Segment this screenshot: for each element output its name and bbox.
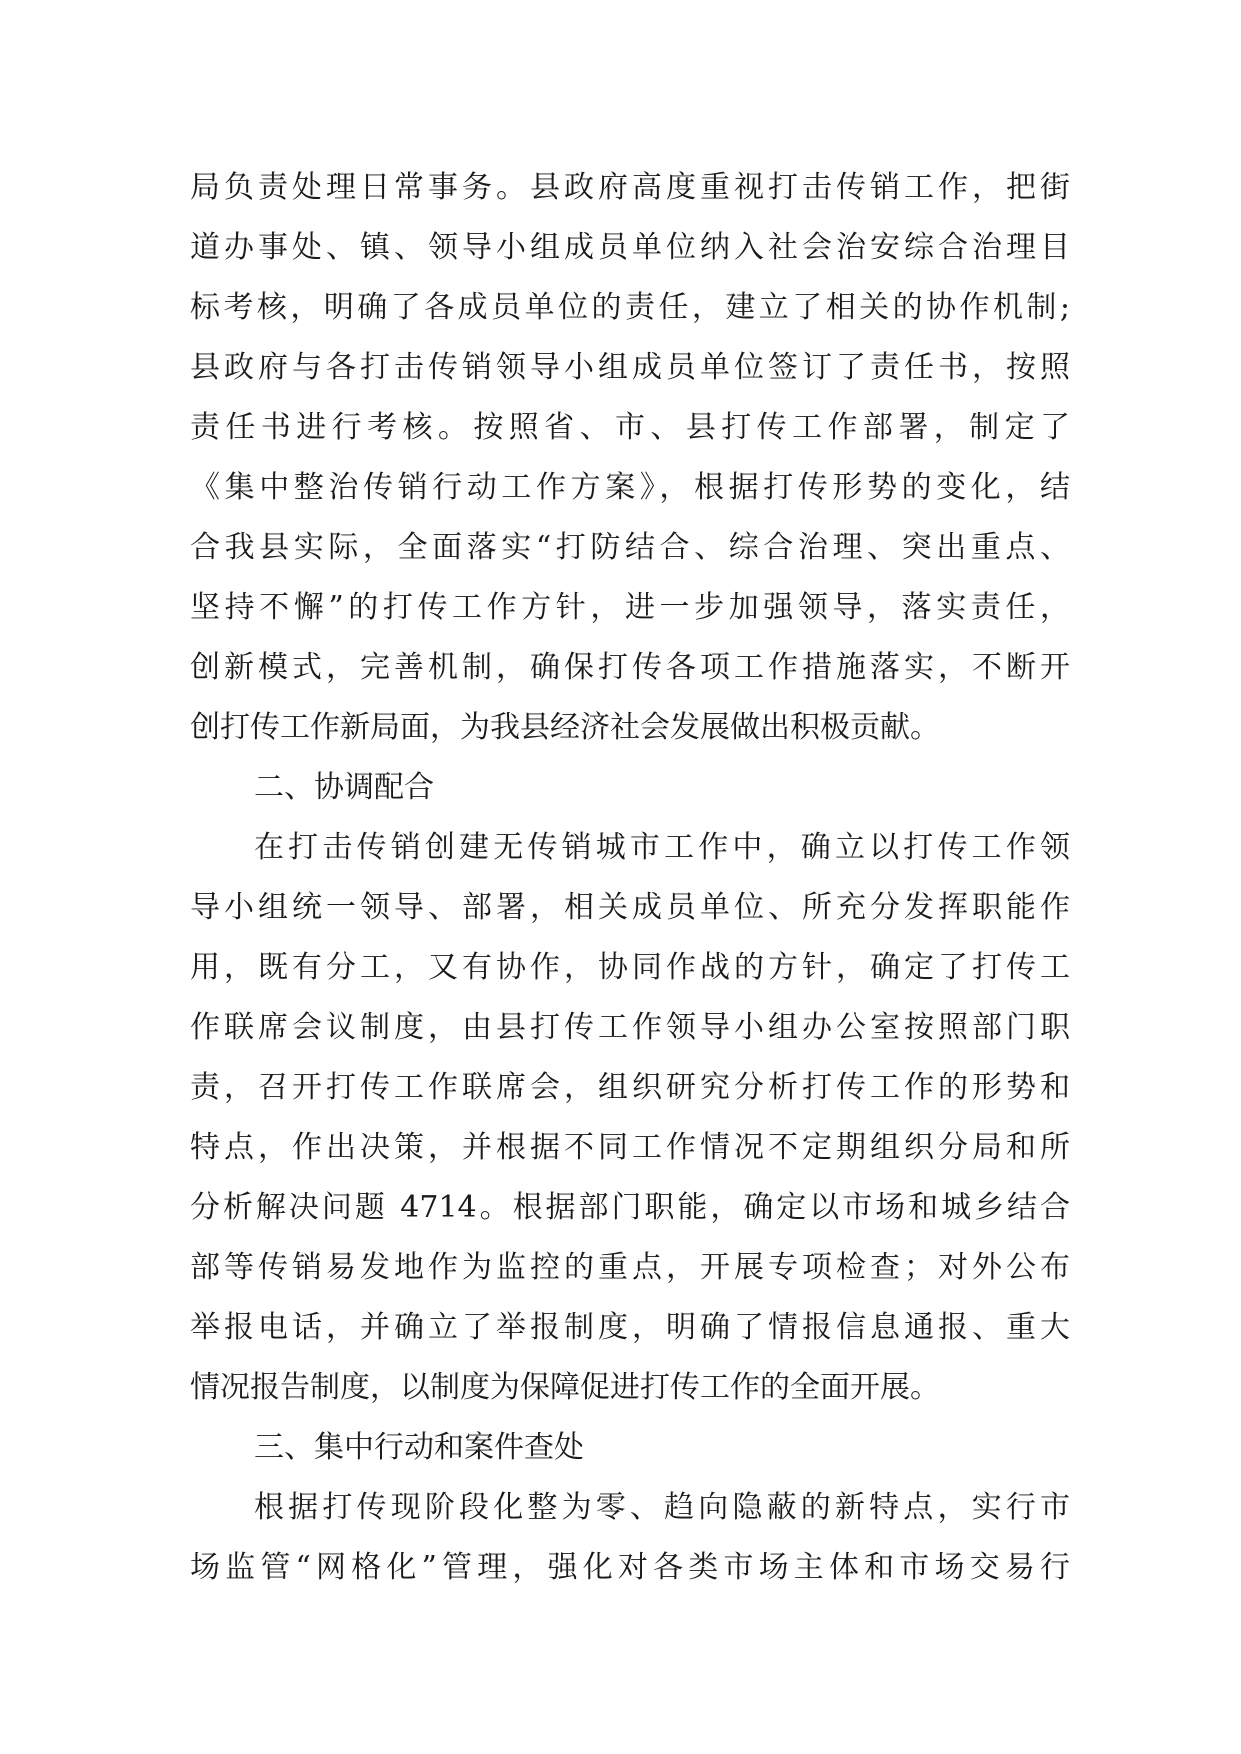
text-line: 在打击传销创建无传销城市工作中，确立以打传工作领 xyxy=(254,830,1070,865)
text-line: 举报电话，并确立了举报制度，明确了情报信息通报、重大 xyxy=(190,1310,1070,1345)
text-line: 合我县实际，全面落实“打防结合、综合治理、突出重点、 xyxy=(190,530,1070,565)
text-line: 分析解决问题 4714。根据部门职能，确定以市场和城乡结合 xyxy=(190,1190,1070,1225)
text-line: 部等传销易发地作为监控的重点，开展专项检查；对外公布 xyxy=(190,1250,1070,1285)
text-line: 情况报告制度，以制度为保障促进打传工作的全面开展。 xyxy=(190,1370,940,1405)
text-line: 《集中整治传销行动工作方案》，根据打传形势的变化，结 xyxy=(190,470,1070,505)
text-line: 局负责处理日常事务。县政府高度重视打击传销工作，把街 xyxy=(190,170,1070,205)
text-line: 用，既有分工，又有协作，协同作战的方针，确定了打传工 xyxy=(190,950,1070,985)
body-text xyxy=(190,158,1070,1598)
text-line: 坚持不懈”的打传工作方针，进一步加强领导，落实责任， xyxy=(190,590,1070,625)
text-line: 责，召开打传工作联席会，组织研究分析打传工作的形势和 xyxy=(190,1070,1070,1105)
text-line: 创打传工作新局面，为我县经济社会发展做出积极贡献。 xyxy=(190,710,940,745)
text-line: 场监管“网格化”管理，强化对各类市场主体和市场交易行 xyxy=(190,1550,1070,1585)
text-line: 特点，作出决策，并根据不同工作情况不定期组织分局和所 xyxy=(190,1130,1070,1165)
text-line: 二、协调配合 xyxy=(254,770,434,805)
text-line: 根据打传现阶段化整为零、趋向隐蔽的新特点，实行市 xyxy=(254,1490,1070,1525)
text-line: 三、集中行动和案件查处 xyxy=(254,1430,584,1465)
text-line: 道办事处、镇、领导小组成员单位纳入社会治安综合治理目 xyxy=(190,230,1070,265)
text-line: 县政府与各打击传销领导小组成员单位签订了责任书，按照 xyxy=(190,350,1070,385)
text-line: 作联席会议制度，由县打传工作领导小组办公室按照部门职 xyxy=(190,1010,1070,1045)
text-line: 创新模式，完善机制，确保打传各项工作措施落实，不断开 xyxy=(190,650,1070,685)
text-line: 导小组统一领导、部署，相关成员单位、所充分发挥职能作 xyxy=(190,890,1070,925)
text-line: 责任书进行考核。按照省、市、县打传工作部署，制定了 xyxy=(190,410,1070,445)
text-line: 标考核，明确了各成员单位的责任，建立了相关的协作机制; xyxy=(190,290,1070,325)
